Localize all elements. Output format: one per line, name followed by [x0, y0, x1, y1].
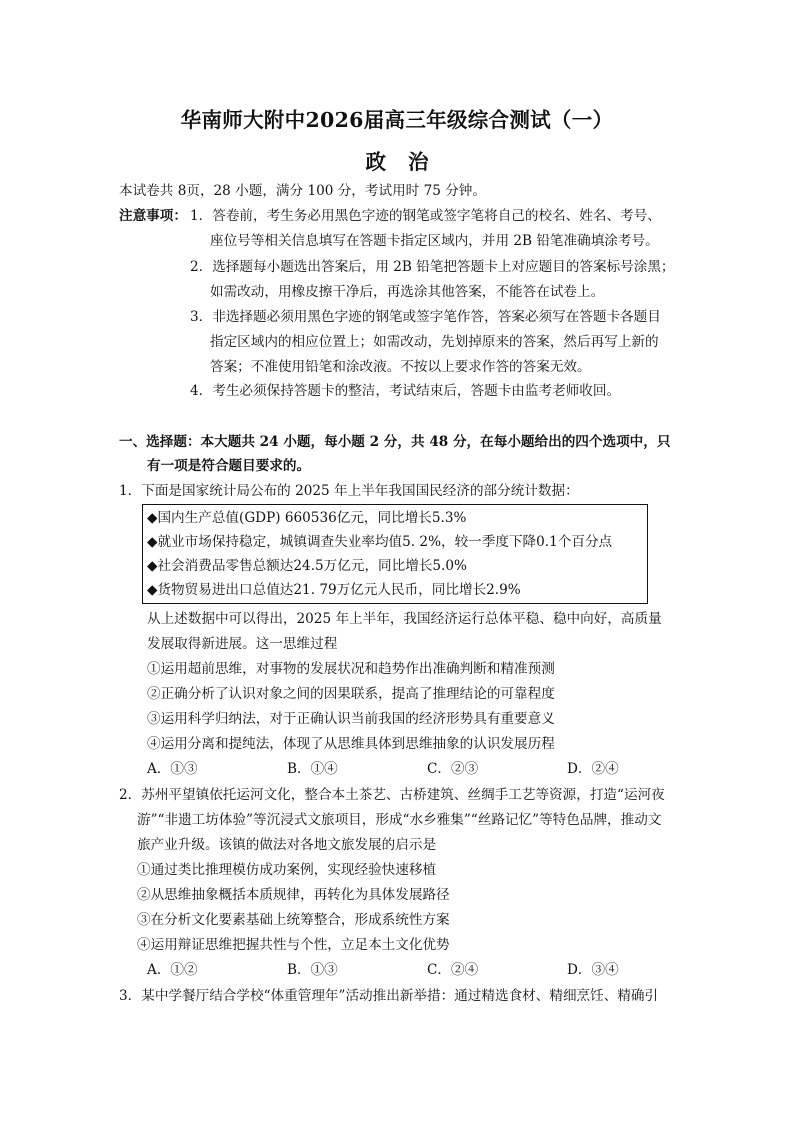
q1-stem: 1．下面是国家统计局公布的 2025 年上半年我国国民经济的部分统计数据：: [119, 483, 579, 499]
notice-item-3-line-3: 答案；不准使用铅笔和涂改液。不按以上要求作答的答案无效。: [210, 359, 591, 375]
notice-item-2-line-1: 2．选择题每小题选出答案后，用 2B 铅笔把答题卡上对应题目的答案标号涂黑；: [190, 259, 675, 275]
q1-choice-d: D．②④: [567, 761, 619, 777]
q1-option-4: ④运用分离和提纯法，体现了从思维具体到思维抽象的认识发展历程: [147, 736, 555, 752]
notice-item-1-line-2: 座位号等相关信息填写在答题卡指定区域内，并用 2B 铅笔准确填涂考号。: [210, 233, 659, 249]
notice-label: 注意事项：: [119, 208, 187, 224]
q2-stem-line-1: 2．苏州平望镇依托运河文化，整合本土茶艺、古桥建筑、丝绸手工艺等资源，打造“运河夜: [119, 787, 665, 803]
q2-choice-c: C．②④: [427, 962, 479, 978]
notice-item-2-line-2: 如需改动，用橡皮擦干净后，再选涂其他答案，不能答在试卷上。: [210, 284, 605, 300]
q2-stem-line-2: 游”“非遗工坊体验”等沉浸式文旅项目，形成“水乡雅集”“丝路记忆”等特色品牌，推动文: [137, 812, 662, 828]
exam-intro: 本试卷共 8页，28 小题，满分 100 分，考试用时 75 分钟。: [119, 183, 486, 199]
notice-item-4-line-1: 4．考生必须保持答题卡的整洁，考试结束后，答题卡由监考老师收回。: [190, 383, 621, 399]
q2-option-2: ②从思维抽象概括本质规律，再转化为具体发展路径: [137, 887, 450, 903]
q1-data-box: [142, 504, 648, 604]
q1-choice-a: A．①③: [147, 761, 198, 777]
q2-choice-d: D．③④: [567, 962, 619, 978]
exam-subject: 政治: [365, 150, 451, 174]
q1-data-item-1: ◆国内生产总值(GDP) 660536亿元，同比增长5.3%: [147, 510, 467, 526]
q1-option-1: ①运用超前思维，对事物的发展状况和趋势作出准确判断和精准预测: [147, 661, 555, 677]
section-1-heading-cont: 有一项是符合题目要求的。: [147, 458, 311, 474]
q1-data-item-4: ◆货物贸易进出口总值达21. 79万亿元人民币，同比增长2.9%: [147, 582, 521, 598]
q1-choice-b: B．①④: [287, 761, 338, 777]
q2-option-3: ③在分析文化要素基础上统筹整合，形成系统性方案: [137, 912, 450, 928]
q1-option-3: ③运用科学归纳法，对于正确认识当前我国的经济形势具有重要意义: [147, 711, 555, 727]
exam-title: 华南师大附中2026届高三年级综合测试（一）: [180, 108, 614, 132]
q1-after-line-1: 从上述数据中可以得出，2025 年上半年，我国经济运行总体平稳、稳中向好，高质量: [147, 611, 662, 627]
notice-item-3-line-1: 3．非选择题必须用黑色字迹的钢笔或签字笔作答，答案必须写在答题卡各题目: [190, 309, 661, 325]
section-1-heading: 一、选择题：本大题共 24 小题，每小题 2 分，共 48 分，在每小题给出的四个选项中，只: [119, 434, 671, 450]
q3-stem: 3．某中学餐厅结合学校“体重管理年”活动推出新举措：通过精选食材、精细烹饪、精确引: [119, 988, 659, 1004]
notice-item-1-line-1: 1．答卷前，考生务必用黑色字迹的钢笔或签字笔将自己的校名、姓名、考号、: [190, 208, 661, 224]
q1-after-line-2: 发展取得新进展。这一思维过程: [147, 636, 338, 652]
q2-choice-b: B．①③: [287, 962, 338, 978]
notice-item-3-line-2: 指定区域内的相应位置上；如需改动，先划掉原来的答案，然后再写上新的: [210, 334, 659, 350]
q1-data-item-3: ◆社会消费品零售总额达24.5万亿元，同比增长5.0%: [147, 558, 467, 574]
q1-choice-c: C．②③: [427, 761, 479, 777]
q2-option-1: ①通过类比推理模仿成功案例，实现经验快速移植: [137, 862, 437, 878]
q1-data-item-2: ◆就业市场保持稳定，城镇调查失业率均值5. 2%，较一季度下降0.1个百分点: [147, 534, 613, 550]
q2-stem-line-3: 旅产业升级。该镇的做法对各地文旅发展的启示是: [137, 837, 437, 853]
q1-option-2: ②正确分析了认识对象之间的因果联系，提高了推理结论的可靠程度: [147, 686, 555, 702]
q2-option-4: ④运用辩证思维把握共性与个性，立足本土文化优势: [137, 937, 450, 953]
q2-choice-a: A．①②: [147, 962, 198, 978]
